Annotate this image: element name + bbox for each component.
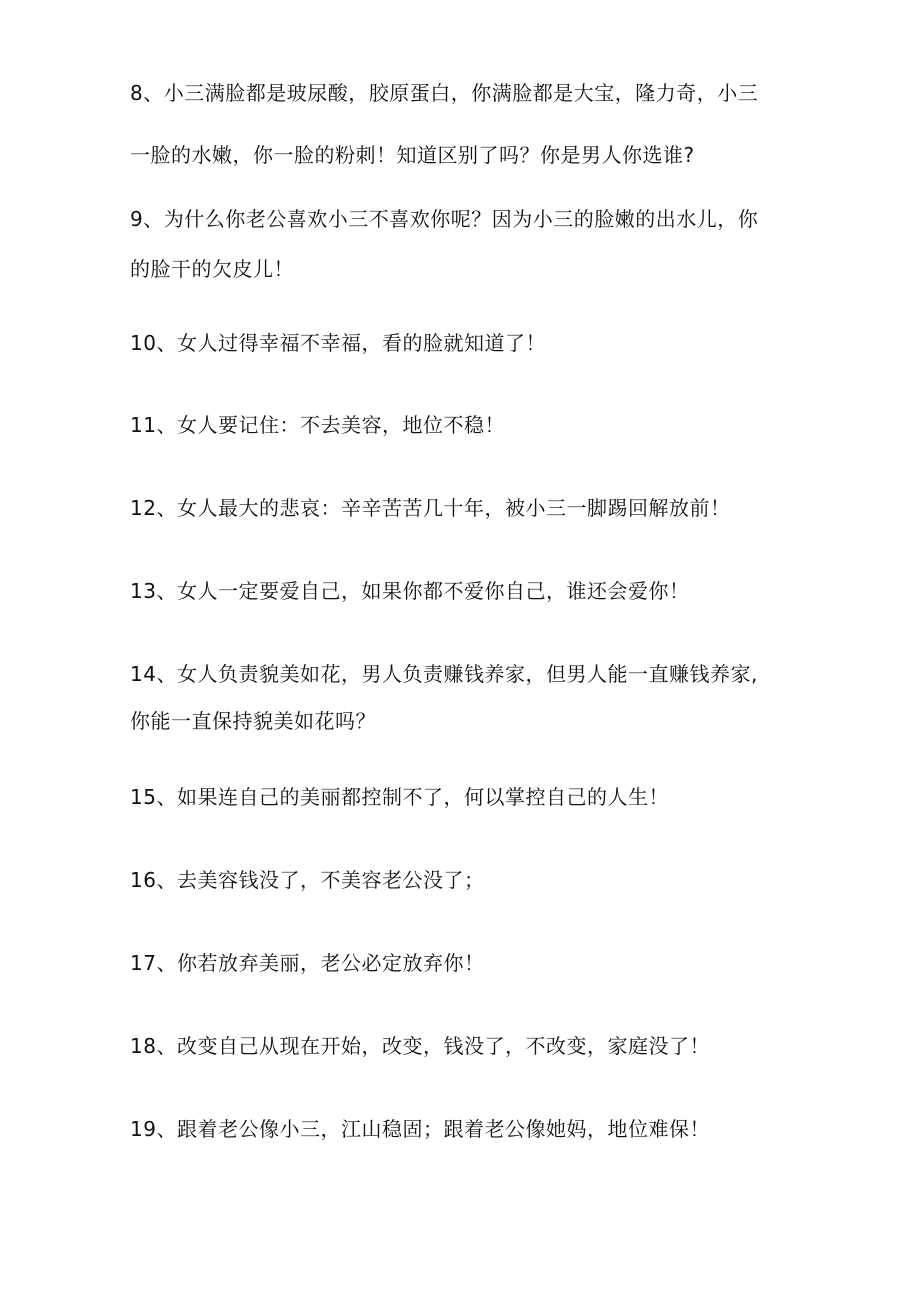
item-9-line-2: 的脸干的欠皮儿！ [130,257,294,281]
item-19: 19、跟着老公像小三，江山稳固；跟着老公像她妈，地位难保！ [130,1117,710,1141]
item-18: 18、改变自己从现在开始，改变，钱没了，不改变，家庭没了！ [130,1034,710,1058]
item-13: 13、女人一定要爱自己，如果你都不爱你自己，谁还会爱你！ [130,579,690,603]
item-12: 12、女人最大的悲哀：辛辛苦苦几十年，被小三一脚踢回解放前！ [130,496,731,520]
item-14-line-2: 你能一直保持貌美如花吗？ [130,709,376,733]
item-9-line-1: 9、为什么你老公喜欢小三不喜欢你呢？因为小三的脸嫩的出水儿，你 [130,207,759,231]
item-11: 11、女人要记住：不去美容，地位不稳！ [130,413,505,437]
item-8-line-1: 8、小三满脸都是玻尿酸，胶原蛋白，你满脸都是大宝，隆力奇，小三 [130,81,759,105]
item-8-line-2: 一脸的水嫩，你一脸的粉刺！知道区别了吗？你是男人你选谁? [130,143,695,167]
item-17: 17、你若放弃美丽，老公必定放弃你！ [130,951,485,975]
item-14-line-1: 14、女人负责貌美如花，男人负责赚钱养家，但男人能一直赚钱养家, [130,662,758,686]
item-10: 10、女人过得幸福不幸福，看的脸就知道了！ [130,331,546,355]
item-15: 15、如果连自己的美丽都控制不了，何以掌控自己的人生！ [130,785,669,809]
item-16: 16、去美容钱没了，不美容老公没了； [130,868,485,892]
